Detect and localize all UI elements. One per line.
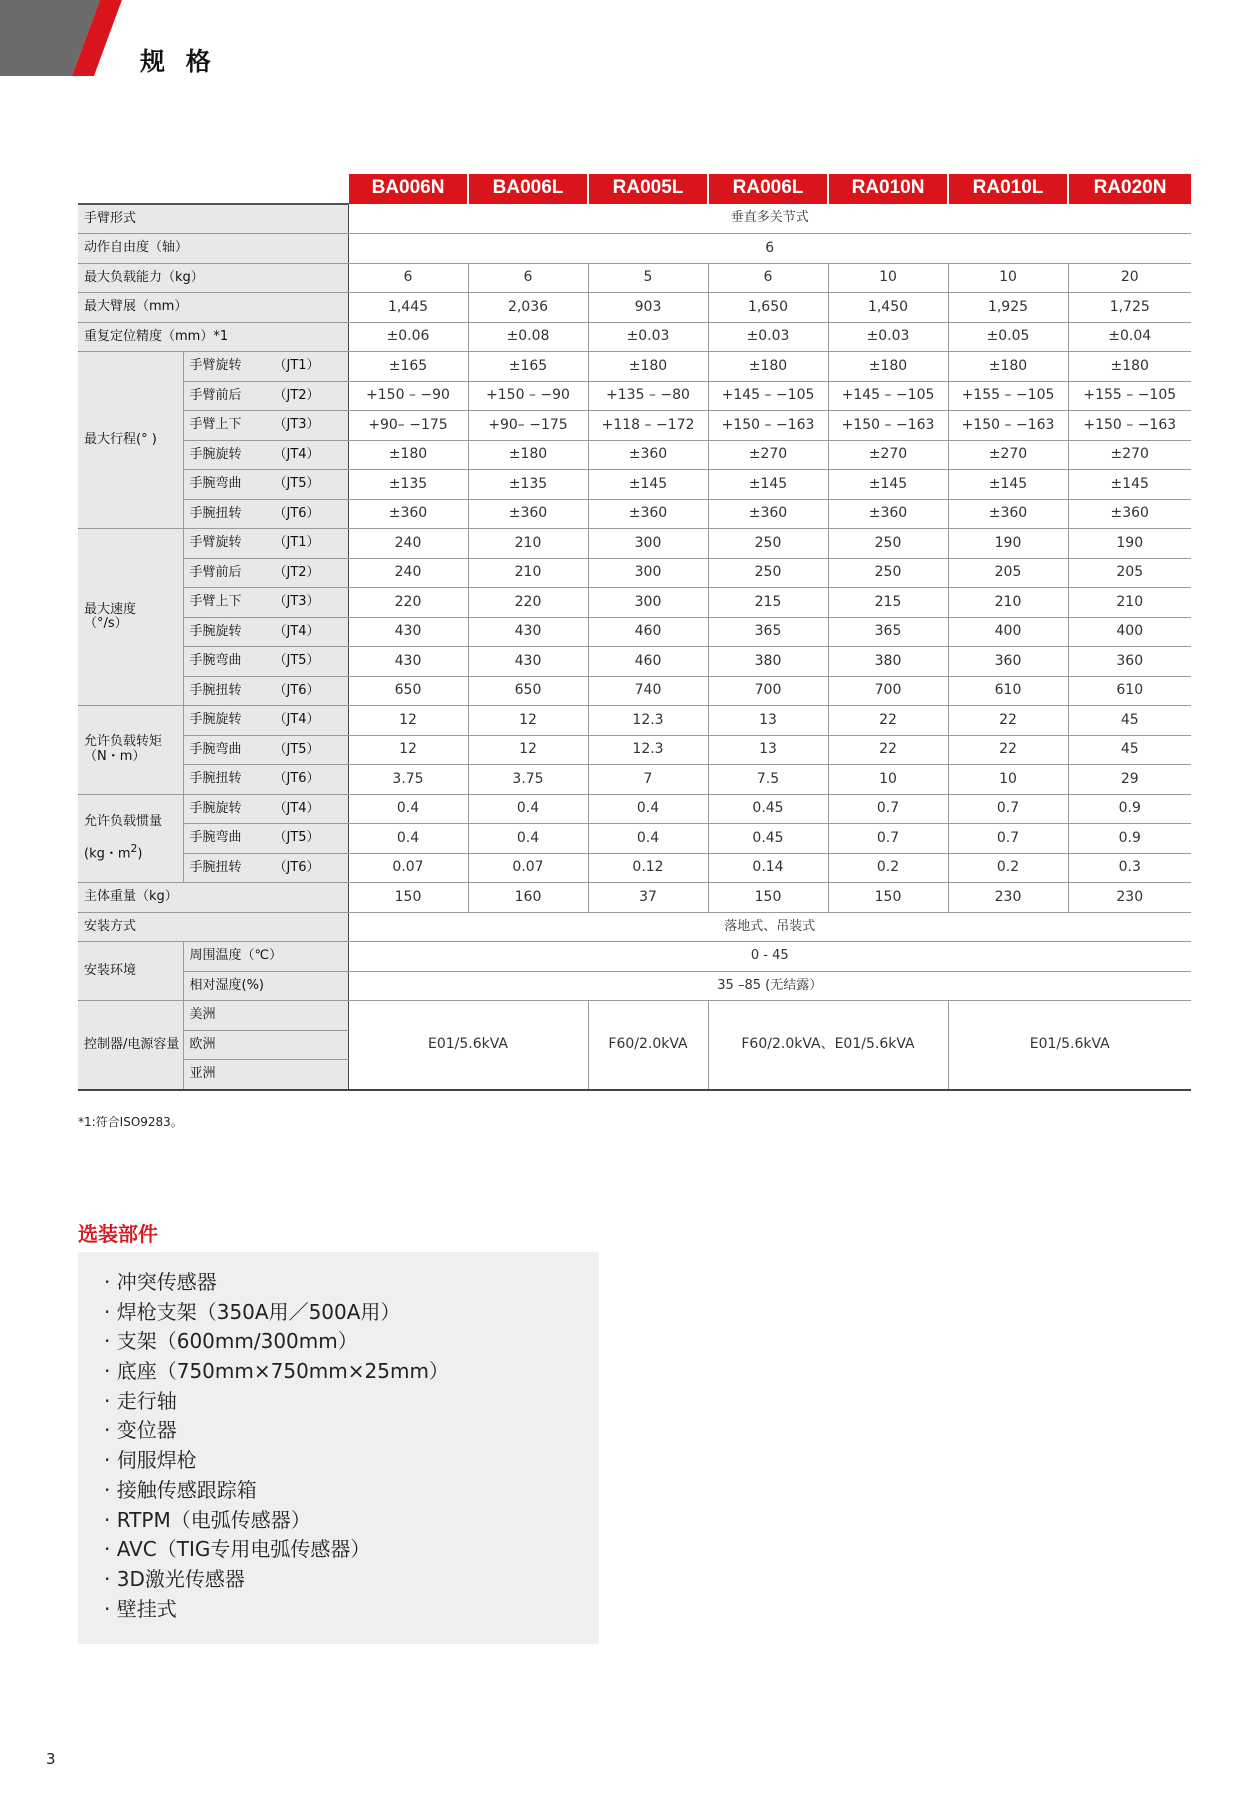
sub-label [183, 617, 348, 647]
cell-value: 160 [468, 883, 588, 913]
row-label: 安装方式 [78, 912, 348, 942]
list-item: · 伺服焊枪 [104, 1446, 599, 1476]
cell-value: 0.2 [828, 853, 948, 883]
row-range-jt1 [78, 352, 1191, 382]
cell-value: 365 [708, 617, 828, 647]
row-controller-americas [78, 1001, 1191, 1031]
row-value: 6 [348, 234, 1191, 264]
cell-value: 0.7 [948, 794, 1068, 824]
axis-name: 手臂前后 [189, 564, 242, 580]
cell-value: 190 [948, 529, 1068, 559]
cell-value: F60/2.0kVA、E01/5.6kVA [708, 1001, 948, 1090]
sub-label: 欧洲 [183, 1030, 348, 1060]
axis-joint: （JT6） [273, 682, 320, 698]
row-label: 动作自由度（轴） [78, 234, 348, 264]
cell-value: F60/2.0kVA [588, 1001, 708, 1090]
row-value: 35 –85 (无结露） [348, 971, 1191, 1001]
sub-label [183, 735, 348, 765]
cell-value: 22 [828, 735, 948, 765]
row-torque-jt5 [78, 735, 1191, 765]
cell-value: ±145 [828, 470, 948, 500]
cell-value: 3.75 [468, 765, 588, 795]
cell-value: ±180 [948, 352, 1068, 382]
cell-value: ±270 [948, 440, 1068, 470]
cell-value: 220 [348, 588, 468, 618]
cell-value: 6 [708, 263, 828, 293]
axis-name: 手腕弯曲 [189, 476, 242, 492]
cell-value: +145 – −105 [828, 381, 948, 411]
sub-label [183, 647, 348, 677]
cell-value: 230 [1068, 883, 1191, 913]
row-arm-type [78, 204, 1191, 234]
cell-value: 150 [708, 883, 828, 913]
model-header: RA010N [828, 174, 948, 204]
cell-value: 5 [588, 263, 708, 293]
axis-name: 手臂上下 [189, 417, 242, 433]
group-unit: (kg・m [84, 846, 131, 862]
cell-value: ±360 [828, 499, 948, 529]
list-item: · 3D激光传感器 [104, 1565, 599, 1595]
cell-value: ±180 [1068, 352, 1191, 382]
cell-value: 12.3 [588, 706, 708, 736]
cell-value: 20 [1068, 263, 1191, 293]
model-header: RA005L [588, 174, 708, 204]
list-item: · 焊枪支架（350A用／500A用） [104, 1298, 599, 1328]
axis-name: 手腕扭转 [189, 771, 242, 787]
cell-value: +90– −175 [348, 411, 468, 441]
cell-value: 250 [708, 558, 828, 588]
cell-value: +118 – −172 [588, 411, 708, 441]
row-speed-jt6 [78, 676, 1191, 706]
cell-value: +150 – −163 [948, 411, 1068, 441]
cell-value: 610 [1068, 676, 1191, 706]
cell-value: 210 [1068, 588, 1191, 618]
cell-value: 6 [348, 263, 468, 293]
sub-label: 亚洲 [183, 1060, 348, 1090]
cell-value: 13 [708, 706, 828, 736]
cell-value: 10 [948, 765, 1068, 795]
group-label-range: 最大行程(° ) [78, 352, 183, 529]
row-range-jt4 [78, 440, 1191, 470]
model-header: RA006L [708, 174, 828, 204]
cell-value: ±270 [708, 440, 828, 470]
cell-value: 0.45 [708, 794, 828, 824]
axis-name: 手腕旋转 [189, 446, 242, 462]
cell-value: 12 [348, 735, 468, 765]
cell-value: ±0.05 [948, 322, 1068, 352]
cell-value: 12 [468, 735, 588, 765]
cell-value: +135 – −80 [588, 381, 708, 411]
cell-value: ±0.03 [588, 322, 708, 352]
cell-value: 190 [1068, 529, 1191, 559]
cell-value: 0.14 [708, 853, 828, 883]
cell-value: 45 [1068, 706, 1191, 736]
cell-value: 22 [828, 706, 948, 736]
group-title: 允许负载惯量 [84, 813, 163, 829]
cell-value: 650 [348, 676, 468, 706]
cell-value: 215 [708, 588, 828, 618]
cell-value: 300 [588, 529, 708, 559]
cell-value: 610 [948, 676, 1068, 706]
row-label: 手臂形式 [78, 204, 348, 234]
cell-value: ±145 [948, 470, 1068, 500]
row-torque-jt4 [78, 706, 1191, 736]
list-item: · AVC（TIG专用电弧传感器） [104, 1535, 599, 1565]
cell-value: 360 [1068, 647, 1191, 677]
axis-joint: （JT1） [273, 358, 320, 374]
row-inertia-jt4 [78, 794, 1191, 824]
cell-value: 1,445 [348, 293, 468, 323]
group-label-torque [78, 706, 183, 795]
cell-value: ±180 [348, 440, 468, 470]
cell-value: 240 [348, 529, 468, 559]
cell-value: 0.7 [828, 794, 948, 824]
row-repeatability [78, 322, 1191, 352]
sub-label [183, 440, 348, 470]
list-item: · 底座（750mm×750mm×25mm） [104, 1357, 599, 1387]
cell-value: ±180 [588, 352, 708, 382]
sub-label: 美洲 [183, 1001, 348, 1031]
cell-value: 0.45 [708, 824, 828, 854]
page-number: 3 [46, 1750, 56, 1768]
cell-value: ±135 [468, 470, 588, 500]
row-inertia-jt6 [78, 853, 1191, 883]
axis-name: 手腕弯曲 [189, 653, 242, 669]
group-label-inertia [78, 794, 183, 883]
cell-value: 300 [588, 588, 708, 618]
cell-value: ±145 [588, 470, 708, 500]
row-env-temp [78, 942, 1191, 972]
cell-value: 210 [468, 558, 588, 588]
cell-value: ±360 [588, 499, 708, 529]
row-range-jt5 [78, 470, 1191, 500]
axis-name: 手臂上下 [189, 594, 242, 610]
cell-value: 430 [348, 647, 468, 677]
sub-label [183, 853, 348, 883]
row-label: 最大臂展（mm） [78, 293, 348, 323]
group-label-speed [78, 529, 183, 706]
row-range-jt3 [78, 411, 1191, 441]
cell-value: 300 [588, 558, 708, 588]
cell-value: 22 [948, 735, 1068, 765]
axis-joint: （JT6） [273, 771, 320, 787]
list-item: · 接触传感跟踪箱 [104, 1476, 599, 1506]
cell-value: 0.4 [588, 824, 708, 854]
list-item: · 壁挂式 [104, 1595, 599, 1625]
cell-value: 460 [588, 647, 708, 677]
cell-value: +150 – −163 [828, 411, 948, 441]
row-value: 垂直多关节式 [348, 204, 1191, 234]
sub-label [183, 529, 348, 559]
cell-value: +90– −175 [468, 411, 588, 441]
axis-name: 手臂旋转 [189, 535, 242, 551]
cell-value: 250 [828, 558, 948, 588]
cell-value: 0.2 [948, 853, 1068, 883]
group-unit-close: ) [137, 846, 143, 862]
cell-value: 740 [588, 676, 708, 706]
axis-joint: （JT4） [273, 623, 320, 639]
group-title: 允许负载转矩 [84, 734, 163, 750]
cell-value: 250 [708, 529, 828, 559]
cell-value: 12 [468, 706, 588, 736]
axis-joint: （JT4） [273, 446, 320, 462]
cell-value: 0.12 [588, 853, 708, 883]
cell-value: E01/5.6kVA [948, 1001, 1191, 1090]
cell-value: 380 [828, 647, 948, 677]
cell-value: 430 [348, 617, 468, 647]
cell-value: 150 [828, 883, 948, 913]
sub-label [183, 470, 348, 500]
cell-value: ±360 [1068, 499, 1191, 529]
cell-value: 0.4 [588, 794, 708, 824]
options-list [78, 1252, 599, 1624]
header-blank [78, 174, 348, 204]
sub-label [183, 352, 348, 382]
row-speed-jt2 [78, 558, 1191, 588]
page-title: 规 格 [140, 47, 217, 76]
cell-value: 205 [1068, 558, 1191, 588]
sub-label [183, 765, 348, 795]
row-label: 最大负载能力（kg） [78, 263, 348, 293]
cell-value: 10 [828, 263, 948, 293]
group-unit: （°/s） [84, 616, 128, 631]
cell-value: 380 [708, 647, 828, 677]
cell-value: 0.4 [468, 794, 588, 824]
sub-label [183, 381, 348, 411]
axis-joint: （JT6） [273, 505, 320, 521]
group-unit: （N・m） [84, 748, 146, 764]
cell-value: 1,925 [948, 293, 1068, 323]
cell-value: ±135 [348, 470, 468, 500]
cell-value: +150 – −90 [468, 381, 588, 411]
cell-value: 700 [708, 676, 828, 706]
row-dof [78, 234, 1191, 264]
cell-value: +150 – −163 [1068, 411, 1191, 441]
cell-value: 13 [708, 735, 828, 765]
axis-name: 手腕旋转 [189, 712, 242, 728]
cell-value: 240 [348, 558, 468, 588]
cell-value: 12.3 [588, 735, 708, 765]
cell-value: +150 – −163 [708, 411, 828, 441]
cell-value: ±360 [708, 499, 828, 529]
cell-value: ±270 [828, 440, 948, 470]
axis-joint: （JT3） [273, 417, 320, 433]
cell-value: ±145 [1068, 470, 1191, 500]
row-payload [78, 263, 1191, 293]
row-inertia-jt5 [78, 824, 1191, 854]
axis-name: 手腕弯曲 [189, 741, 242, 757]
spec-table [78, 174, 1191, 1091]
cell-value: +145 – −105 [708, 381, 828, 411]
cell-value: 230 [948, 883, 1068, 913]
cell-value: 0.4 [348, 824, 468, 854]
axis-name: 手腕旋转 [189, 623, 242, 639]
row-reach [78, 293, 1191, 323]
model-header: RA010L [948, 174, 1068, 204]
options-box [78, 1252, 599, 1644]
cell-value: 400 [948, 617, 1068, 647]
row-speed-jt5 [78, 647, 1191, 677]
row-label: 主体重量（kg） [78, 883, 348, 913]
axis-joint: （JT3） [273, 594, 320, 610]
cell-value: 45 [1068, 735, 1191, 765]
group-unit-sup: 2 [130, 842, 138, 856]
sub-label: 相对湿度(%) [183, 971, 348, 1001]
cell-value: ±0.08 [468, 322, 588, 352]
cell-value: 10 [828, 765, 948, 795]
sub-label [183, 676, 348, 706]
list-item: · 变位器 [104, 1416, 599, 1446]
axis-joint: （JT2） [273, 564, 320, 580]
cell-value: 22 [948, 706, 1068, 736]
cell-value: 0.7 [828, 824, 948, 854]
row-label: 重复定位精度（mm）*1 [78, 322, 348, 352]
list-item: · 冲突传感器 [104, 1268, 599, 1298]
cell-value: 37 [588, 883, 708, 913]
cell-value: 205 [948, 558, 1068, 588]
axis-name: 手臂前后 [189, 387, 242, 403]
row-speed-jt4 [78, 617, 1191, 647]
footnote: *1:符合ISO9283。 [78, 1115, 183, 1129]
cell-value: 0.4 [348, 794, 468, 824]
sub-label [183, 558, 348, 588]
axis-joint: （JT5） [273, 830, 320, 846]
cell-value: 215 [828, 588, 948, 618]
cell-value: 210 [468, 529, 588, 559]
axis-joint: （JT5） [273, 741, 320, 757]
cell-value: ±165 [348, 352, 468, 382]
cell-value: 220 [468, 588, 588, 618]
group-label-env: 安装环境 [78, 942, 183, 1001]
cell-value: ±180 [468, 440, 588, 470]
row-weight [78, 883, 1191, 913]
cell-value: 430 [468, 617, 588, 647]
options-title: 选装部件 [78, 1222, 158, 1246]
axis-joint: （JT4） [273, 712, 320, 728]
cell-value: 12 [348, 706, 468, 736]
axis-joint: （JT5） [273, 653, 320, 669]
sub-label [183, 499, 348, 529]
model-header: BA006L [468, 174, 588, 204]
cell-value: 650 [468, 676, 588, 706]
sub-label [183, 824, 348, 854]
cell-value: ±360 [468, 499, 588, 529]
axis-joint: （JT5） [273, 476, 320, 492]
cell-value: 0.9 [1068, 794, 1191, 824]
cell-value: 460 [588, 617, 708, 647]
header-band-graphic [0, 0, 140, 76]
row-range-jt6 [78, 499, 1191, 529]
cell-value: 0.9 [1068, 824, 1191, 854]
cell-value: 150 [348, 883, 468, 913]
group-title: 最大速度 [84, 601, 137, 617]
cell-value: 0.7 [948, 824, 1068, 854]
cell-value: 1,450 [828, 293, 948, 323]
sub-label [183, 411, 348, 441]
cell-value: 0.4 [468, 824, 588, 854]
axis-name: 手腕弯曲 [189, 830, 242, 846]
sub-label [183, 588, 348, 618]
cell-value: 365 [828, 617, 948, 647]
list-item: · RTPM（电弧传感器） [104, 1506, 599, 1536]
list-item: · 走行轴 [104, 1387, 599, 1417]
row-speed-jt3 [78, 588, 1191, 618]
cell-value: ±0.04 [1068, 322, 1191, 352]
cell-value: 903 [588, 293, 708, 323]
row-value: 落地式、吊装式 [348, 912, 1191, 942]
row-torque-jt6 [78, 765, 1191, 795]
sub-label [183, 794, 348, 824]
cell-value: ±360 [348, 499, 468, 529]
row-env-humidity [78, 971, 1191, 1001]
cell-value: ±165 [468, 352, 588, 382]
row-mounting [78, 912, 1191, 942]
cell-value: ±0.06 [348, 322, 468, 352]
cell-value: 1,650 [708, 293, 828, 323]
cell-value: +150 – −90 [348, 381, 468, 411]
cell-value: ±180 [828, 352, 948, 382]
cell-value: 3.75 [348, 765, 468, 795]
axis-joint: （JT6） [273, 859, 320, 875]
cell-value: 700 [828, 676, 948, 706]
cell-value: 430 [468, 647, 588, 677]
cell-value: 10 [948, 263, 1068, 293]
list-item: · 支架（600mm/300mm） [104, 1327, 599, 1357]
cell-value: ±0.03 [708, 322, 828, 352]
cell-value: E01/5.6kVA [348, 1001, 588, 1090]
cell-value: ±180 [708, 352, 828, 382]
cell-value: 250 [828, 529, 948, 559]
axis-name: 手臂旋转 [189, 358, 242, 374]
cell-value: 2,036 [468, 293, 588, 323]
model-header: RA020N [1068, 174, 1191, 204]
axis-name: 手腕旋转 [189, 800, 242, 816]
cell-value: 210 [948, 588, 1068, 618]
axis-joint: （JT2） [273, 387, 320, 403]
cell-value: 6 [468, 263, 588, 293]
group-label-controller: 控制器/电源容量 [78, 1001, 183, 1090]
cell-value: ±360 [588, 440, 708, 470]
cell-value: +155 – −105 [1068, 381, 1191, 411]
cell-value: 400 [1068, 617, 1191, 647]
axis-name: 手腕扭转 [189, 505, 242, 521]
cell-value: ±360 [948, 499, 1068, 529]
cell-value: 1,725 [1068, 293, 1191, 323]
axis-joint: （JT4） [273, 800, 320, 816]
cell-value: 7 [588, 765, 708, 795]
sub-label: 周围温度（℃） [183, 942, 348, 972]
axis-name: 手腕扭转 [189, 859, 242, 875]
row-value: 0 - 45 [348, 942, 1191, 972]
row-speed-jt1 [78, 529, 1191, 559]
cell-value: 0.3 [1068, 853, 1191, 883]
cell-value: ±0.03 [828, 322, 948, 352]
axis-joint: （JT1） [273, 535, 320, 551]
axis-name: 手腕扭转 [189, 682, 242, 698]
model-header: BA006N [348, 174, 468, 204]
cell-value: 29 [1068, 765, 1191, 795]
cell-value: +155 – −105 [948, 381, 1068, 411]
row-range-jt2 [78, 381, 1191, 411]
cell-value: ±145 [708, 470, 828, 500]
cell-value: 7.5 [708, 765, 828, 795]
sub-label [183, 706, 348, 736]
cell-value: ±270 [1068, 440, 1191, 470]
cell-value: 0.07 [348, 853, 468, 883]
cell-value: 0.07 [468, 853, 588, 883]
cell-value: 360 [948, 647, 1068, 677]
